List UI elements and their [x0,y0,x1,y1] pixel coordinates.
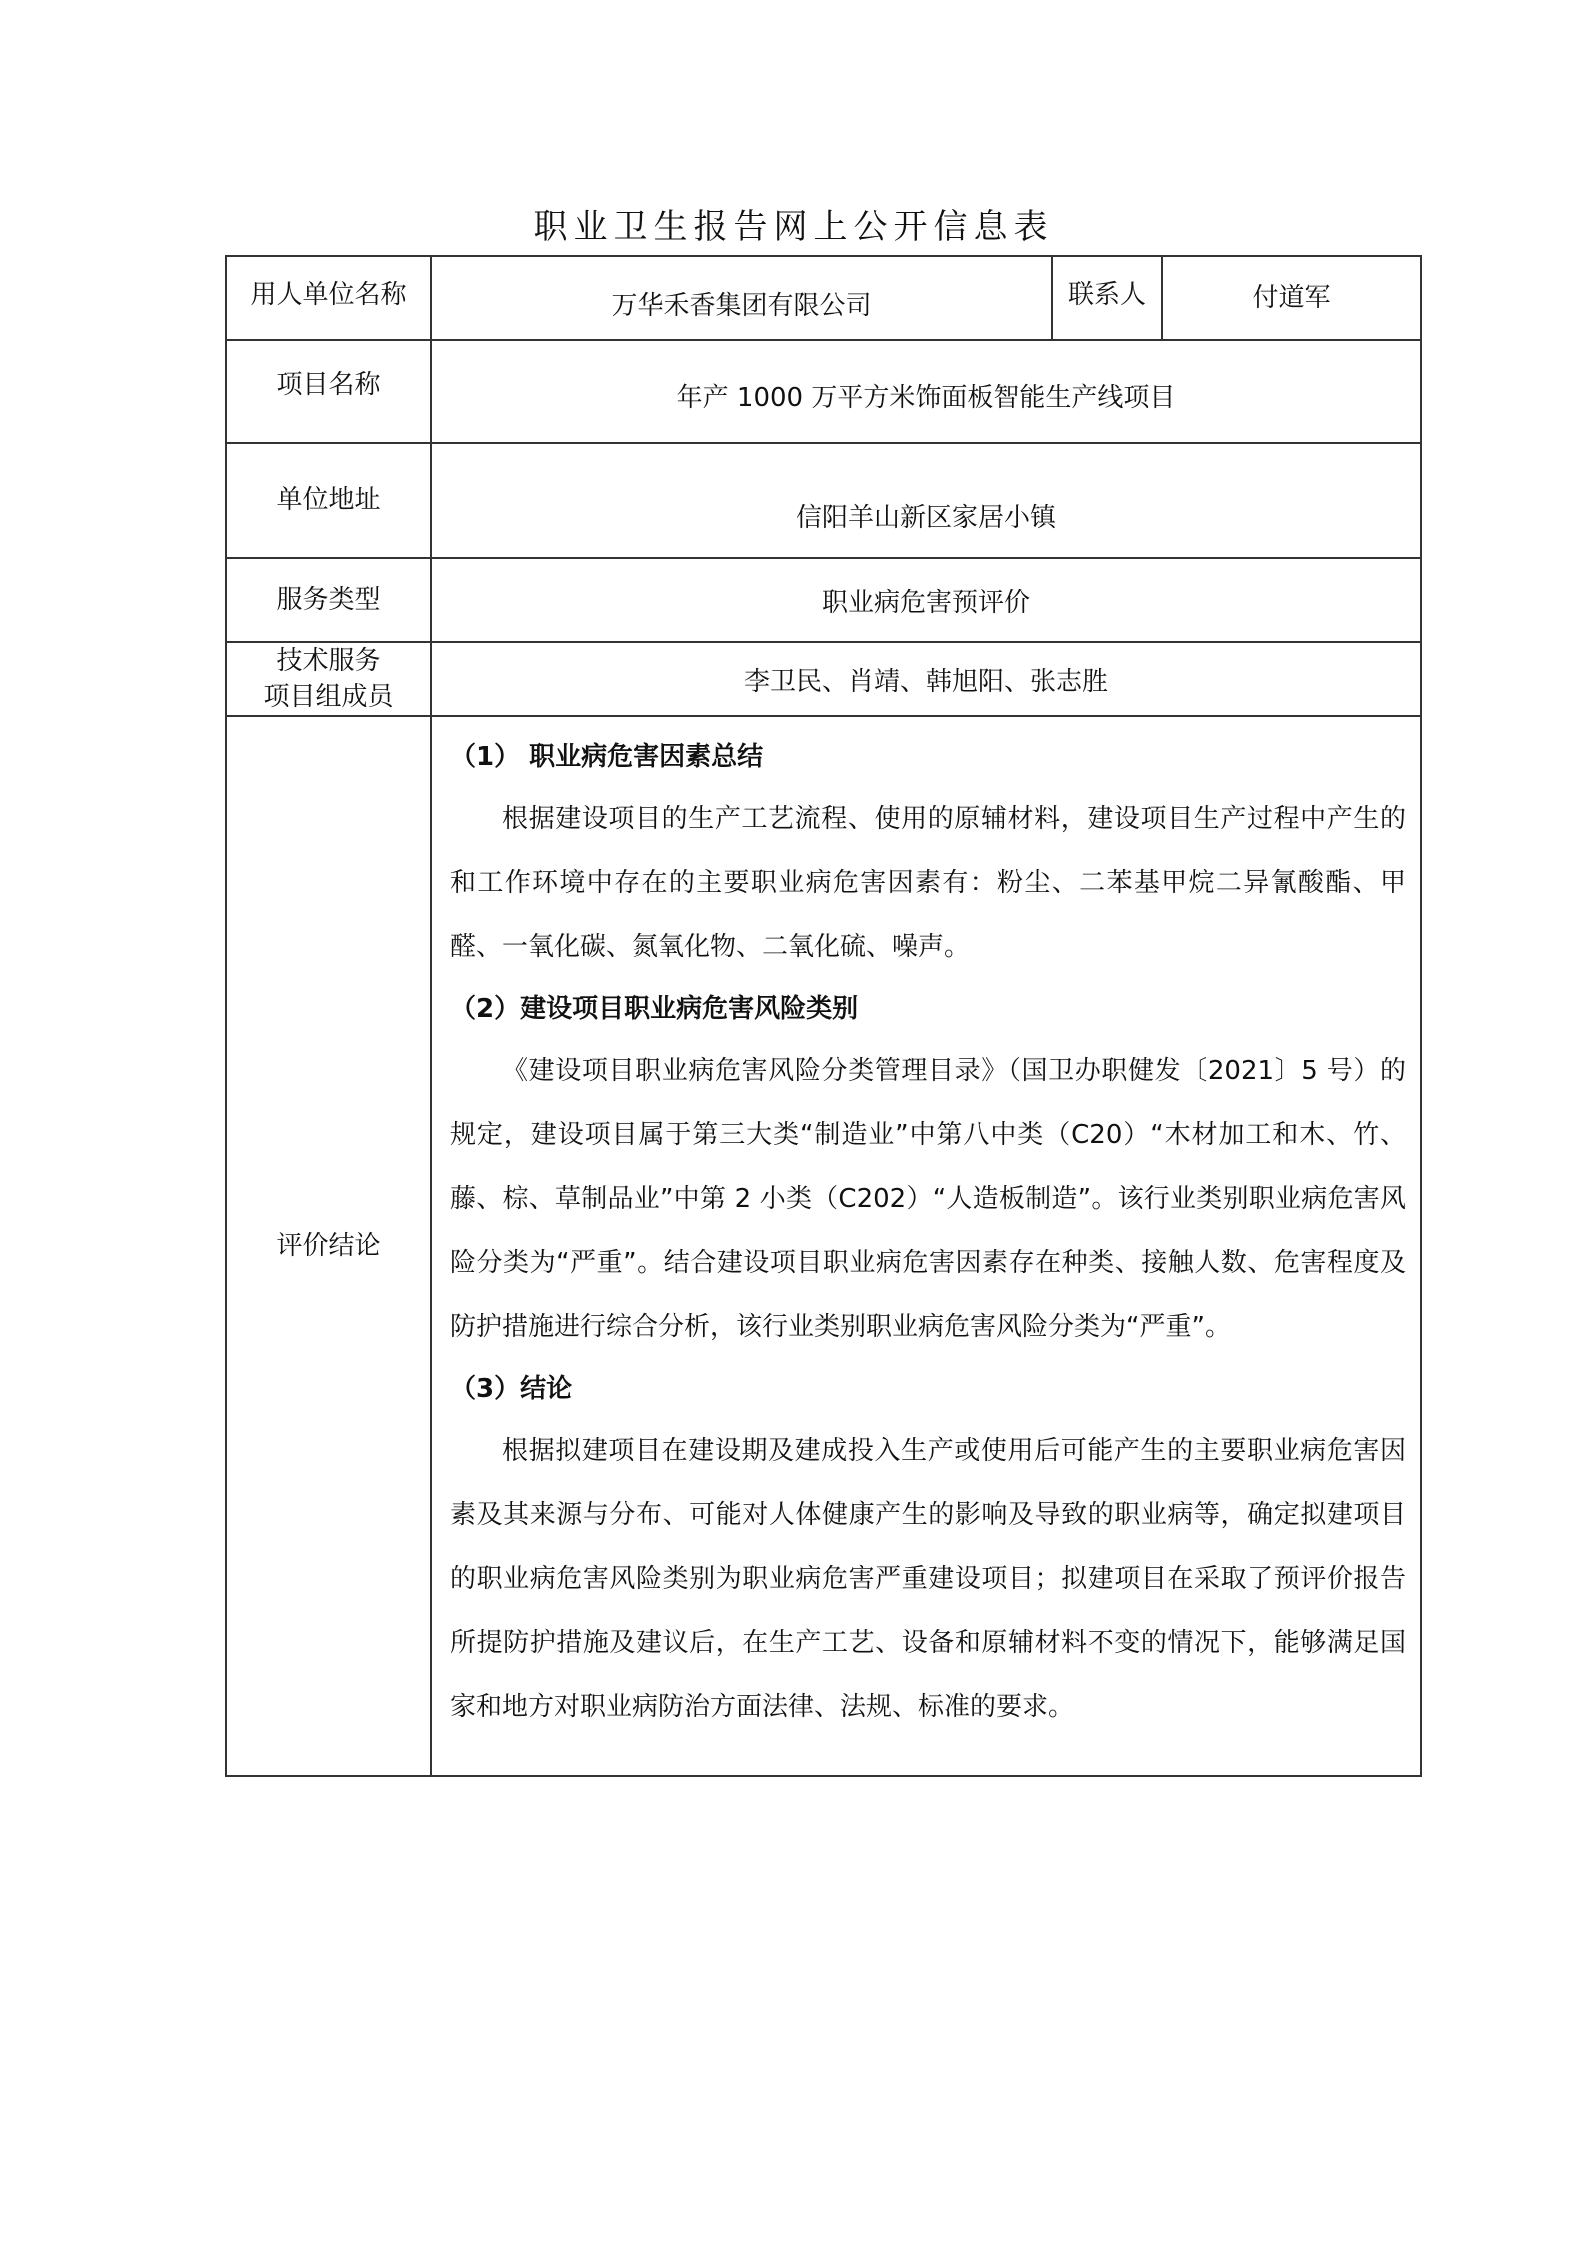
table-row-service [226,558,1421,642]
conclusion-section2-text: 《建设项目职业病危害风险分类管理目录》（国卫办职健发〔2021〕5 号）的规定，建设项目属于第三大类“制造业”中第八中类（C20）“木材加工和木、竹、藤、棕、草制品业”中第 2 小类（C202）“人造板制造”。该行业类别职业病危害风险分类为“严重”。结合建设项目职业病危害因素存在种类、接触人数、危害程度及防护措施进行综合分析，该行业类别职业病危害风险分类为“严重”。 [450,1056,1406,1342]
address-label: 单位地址 [226,443,431,558]
page-title: 职业卫生报告网上公开信息表 [533,207,1054,247]
team-label-line2: 项目组成员 [263,682,394,712]
table-row-employer [226,256,1421,340]
conclusion-label: 评价结论 [226,716,431,1776]
service-value: 职业病危害预评价 [431,558,1421,642]
conclusion-section1-text: 根据建设项目的生产工艺流程、使用的原辅材料，建设项目生产过程中产生的和工作环境中存在的主要职业病危害因素有：粉尘、二苯基甲烷二异氰酸酯、甲醛、一氧化碳、氮氧化物、二氧化硫、噪声。 [450,804,1406,962]
employer-label: 用人单位名称 [226,256,431,340]
team-value: 李卫民、肖靖、韩旭阳、张志胜 [431,642,1421,716]
table-row-address [226,443,1421,558]
conclusion-content [431,716,1421,1776]
employer-value: 万华禾香集团有限公司 [431,256,1052,340]
contact-label: 联系人 [1052,256,1162,340]
service-label: 服务类型 [226,558,431,642]
contact-value: 付道军 [1162,256,1421,340]
team-label [226,642,431,716]
info-table [225,255,1422,1777]
team-label-line1: 技术服务 [276,646,381,676]
project-value: 年产 1000 万平方米饰面板智能生产线项目 [431,340,1421,443]
project-label: 项目名称 [226,340,431,443]
table-row-conclusion [226,716,1421,1776]
table-row-team [226,642,1421,716]
conclusion-section3-text: 根据拟建项目在建设期及建成投入生产或使用后可能产生的主要职业病危害因素及其来源与分布、可能对人体健康产生的影响及导致的职业病等，确定拟建项目的职业病危害风险类别为职业病危害严重建设项目；拟建项目在采取了预评价报告所提防护措施及建议后，在生产工艺、设备和原辅材料不变的情况下，能够满足国家和地方对职业病防治方面法律、法规、标准的要求。 [450,1436,1406,1722]
address-value: 信阳羊山新区家居小镇 [431,443,1421,558]
conclusion-section2-heading: （2）建设项目职业病危害风险类别 [450,994,859,1024]
table-row-project [226,340,1421,443]
conclusion-section1-heading: （1） 职业病危害因素总结 [450,742,764,772]
conclusion-section3-heading: （3）结论 [450,1374,573,1404]
